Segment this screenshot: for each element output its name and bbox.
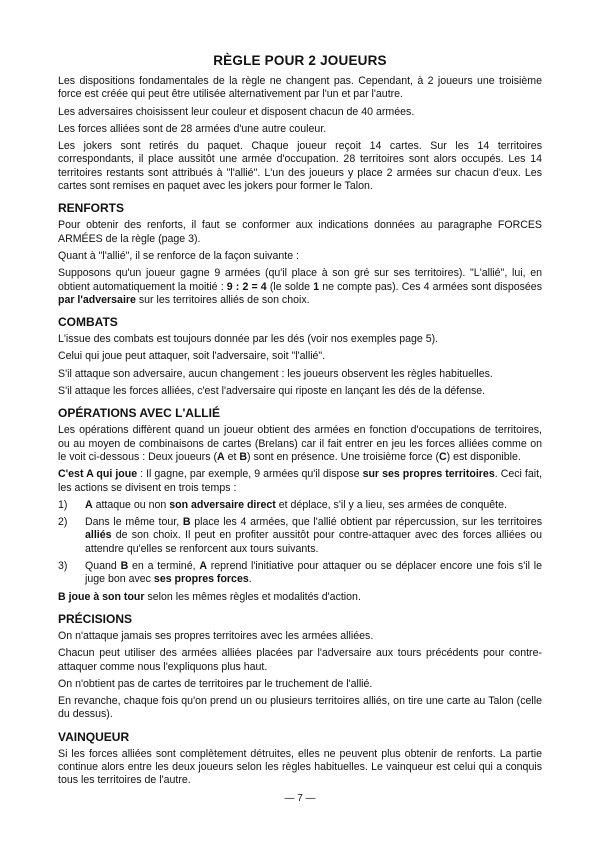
intro-paragraph: Les jokers sont retirés du paquet. Chaque joueur reçoit 14 cartes. Sur les 14 territoires correspondants, il place aussitôt une armée d'occupation. 28 territoires sont alors occupés. Les 14 territoires restants sont attribués à "l'allié". L'un des joueurs y place 2 armées sur chacun d'eux. Les cartes sont remises en paquet avec les jokers pour former le Talon. [58, 140, 542, 193]
emphasis-text: son adversaire direct [169, 498, 276, 511]
text-run: : Il gagne, par exemple, 9 armées qu'il dispose [137, 468, 363, 481]
emphasis-text: B [182, 516, 191, 529]
emphasis-text: C [438, 450, 447, 463]
emphasis-text: B [120, 560, 129, 573]
text-run: Supposons qu'un joueur gagne 9 armées (qu'il place à son gré sur ses territoires). "L'allié", lui, en obtient automatiquement la moitié : [58, 267, 542, 293]
text-run: en a terminé, [128, 560, 200, 573]
emphasis-text: ses propres forces [153, 573, 249, 586]
emphasis-text: C'est A qui joue [58, 468, 138, 481]
renforts-paragraph: Quant à "l'allié", il se renforce de la façon suivante : [58, 249, 299, 262]
operations-paragraph [58, 591, 542, 604]
emphasis-text: alliés [85, 529, 112, 542]
emphasis-text: sur ses propres territoires [362, 468, 495, 481]
section-heading-precisions: PRÉCISIONS [58, 611, 133, 626]
emphasis-text: par l'adversaire [58, 293, 136, 306]
list-item [58, 516, 542, 556]
list-item-text [80, 516, 542, 556]
page-title: RÈGLE POUR 2 JOUEURS [213, 53, 387, 68]
emphasis-text: B joue à son tour [58, 590, 145, 603]
text-run: et déplace, s'il y a lieu, ses armées de conquête. [275, 498, 507, 511]
list-number: 3) [58, 560, 68, 573]
text-run: . Ceci fait, les actions se divisent en trois temps : [58, 468, 542, 494]
text-run: ne compte pas). Ces 4 armées sont disposées [319, 280, 542, 293]
renforts-example [58, 267, 542, 307]
text-run: place les 4 armées, que l'allié obtient par répercussion, sur les territoires [190, 516, 542, 529]
combats-paragraph: S'il attaque les forces alliées, c'est l'adversaire qui riposte en lançant les dés de la défense. [58, 385, 486, 398]
emphasis-text: A [85, 498, 93, 511]
text-run: reprend l'initiative pour attaquer ou se déplacer encore une fois s'il le juge bon avec [85, 560, 542, 586]
list-item-text [80, 499, 542, 512]
precisions-paragraph: En revanche, chaque fois qu'on prend un ou plusieurs territoires alliés, on tire une carte au Talon (celle du dessus). [58, 695, 542, 721]
list-item-text [80, 560, 542, 587]
precisions-paragraph: On n'attaque jamais ses propres territoires avec les armées alliées. [58, 629, 374, 642]
steps-list [58, 499, 542, 587]
list-number: 2) [58, 516, 68, 529]
text-run: sur les territoires alliés de son choix. [135, 293, 310, 306]
text-run: et [224, 450, 240, 463]
section-heading-renforts: RENFORTS [58, 201, 124, 216]
intro-paragraph: Les forces alliées sont de 28 armées d'une autre couleur. [58, 122, 327, 135]
section-heading-combats: COMBATS [58, 315, 118, 330]
text-run: ) sont en présence. Une troisième force ( [247, 450, 439, 463]
emphasis-text: B [239, 450, 248, 463]
vainqueur-paragraph: Si les forces alliées sont complètement détruites, elles ne peuvent plus obtenir de renforts. La partie continue alors entre les deux joueurs selon les règles habituelles. Le vainqueur est celui qui a conquis tous les territoires de l'autre. [58, 747, 542, 787]
combats-paragraph: Celui qui joue peut attaquer, soit l'adversaire, soit "l'allié". [58, 350, 326, 363]
combats-paragraph: S'il attaque son adversaire, aucun changement : les joueurs observent les règles habituelles. [58, 367, 493, 380]
text-run: . [248, 573, 252, 586]
section-heading-operations: OPÉRATIONS AVEC L'ALLIÉ [58, 406, 220, 421]
combats-paragraph: L'issue des combats est toujours donnée par les dés (voir nos exemples page 5). [58, 333, 439, 346]
precisions-paragraph: On n'obtient pas de cartes de territoires par le truchement de l'allié. [58, 677, 373, 690]
precisions-paragraph: Chacun peut utiliser des armées alliées placées par l'adversaire aux tours précédents pour contre-attaquer comme nous l'expliquons plus haut. [58, 647, 542, 673]
text-run: de son choix. Il peut en profiter aussitôt pour contre-attaquer avec des forces alliées ou attendre qu'elles se renforcent aux tours suivants. [85, 529, 542, 555]
intro-paragraph: Les dispositions fondamentales de la règle ne changent pas. Cependant, à 2 joueurs une troisième force est créée qui peut être utilisée alternativement par l'un et par l'autre. [58, 75, 542, 101]
emphasis-text: 9 : 2 = 4 [226, 280, 267, 293]
text-run: ) est disponible. [446, 450, 521, 463]
emphasis-text: A [199, 560, 207, 573]
text-run: Quand [85, 560, 121, 573]
emphasis-text: A [216, 450, 225, 463]
list-item [58, 560, 542, 587]
renforts-paragraph: Pour obtenir des renforts, il faut se conformer aux indications données au paragraphe FORCES ARMÉES de la règle (page 3). [58, 219, 542, 245]
text-run: Dans le même tour, [85, 516, 183, 529]
page-number: — 7 — [284, 793, 316, 804]
emphasis-text: 1 [313, 280, 320, 293]
section-heading-vainqueur: VAINQUEUR [58, 729, 130, 744]
list-item [58, 499, 542, 512]
list-number: 1) [58, 498, 68, 511]
intro-paragraph: Les adversaires choisissent leur couleur et disposent chacun de 40 armées. [58, 105, 415, 118]
text-run: selon les mêmes règles et modalités d'action. [144, 590, 361, 603]
operations-paragraph [58, 468, 542, 495]
text-run: Les opérations diffèrent quand un joueur obtient des armées en fonction d'occupations de territoires, ou au moyen de combinaisons de cartes (Brelans) car il fait entrer en jeu les forces alliées comme on le voit ci-dessous : Deux joueurs ( [58, 424, 542, 463]
text-run: attaque ou non [92, 498, 170, 511]
operations-paragraph [58, 424, 542, 464]
text-run: (le solde [266, 280, 314, 293]
